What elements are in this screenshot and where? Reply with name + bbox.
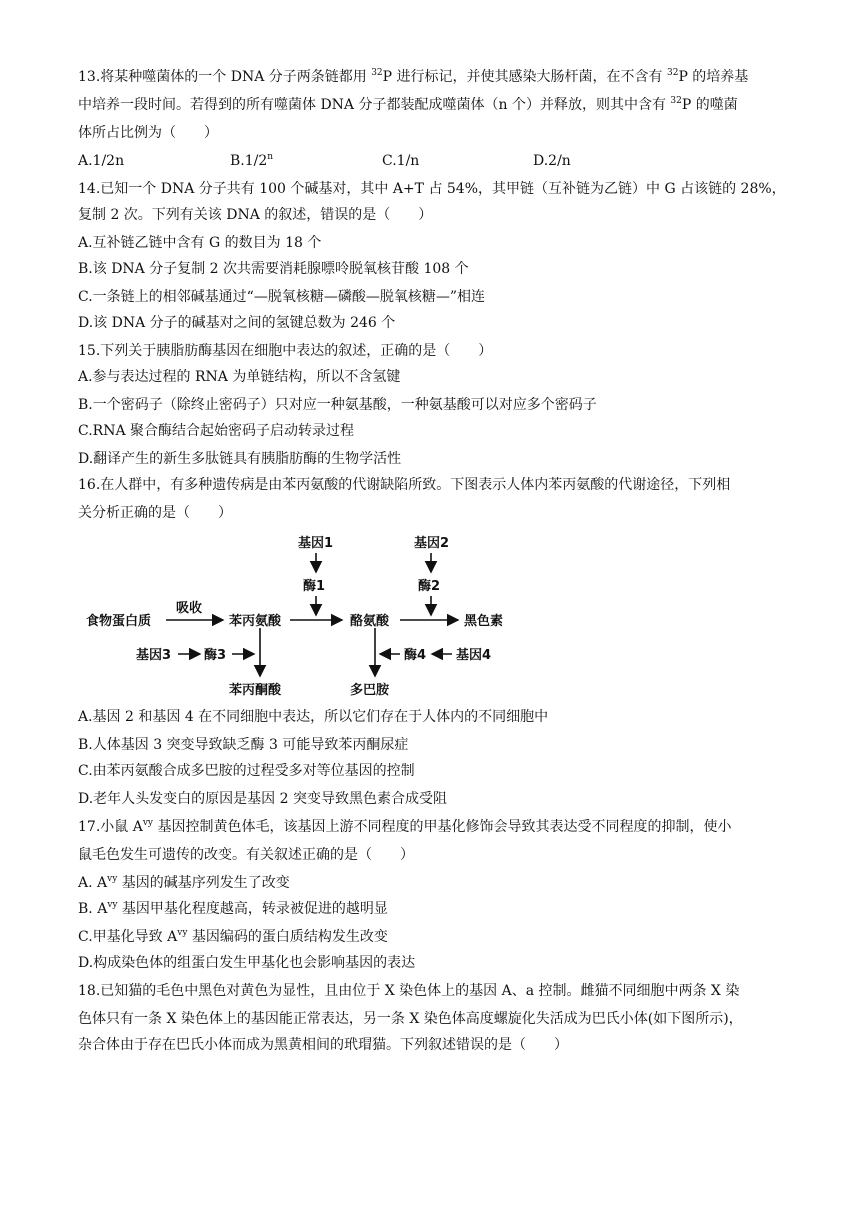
- absorb-label: 吸收: [176, 601, 203, 616]
- q14-option-d: D.该 DNA 分子的碱基对之间的氢键总数为 246 个: [78, 315, 396, 331]
- allele-sup: vy: [177, 928, 188, 938]
- isotope-sup: 32: [670, 96, 682, 106]
- q17-option-b-text: B. A: [78, 901, 108, 917]
- q17-text: 17.小鼠 A: [78, 819, 143, 835]
- q14-option-a: A.互补链乙链中含有 G 的数目为 18 个: [78, 235, 322, 251]
- phenylalanine-label: 苯丙氨酸: [229, 614, 282, 629]
- q14-option-b: B.该 DNA 分子复制 2 次共需要消耗腺嘌呤脱氧核苷酸 108 个: [78, 261, 469, 277]
- q13-text: 13.将某种噬菌体的一个 DNA 分子两条链都用: [78, 69, 372, 85]
- gene4-label: 基因4: [456, 648, 492, 663]
- q17-option-b-text: 基因甲基化程度越高，转录被促进的越明显: [117, 901, 388, 917]
- q13-line1: [78, 68, 748, 86]
- enzyme2-label: 酶2: [418, 579, 441, 594]
- q14-line1: 14.已知一个 DNA 分子共有 100 个碱基对，其中 A+T 占 54%，其甲链（互补链为乙链）中 G 占该链的 28%，: [78, 181, 786, 197]
- q13-option-b: [230, 152, 273, 170]
- q13-text: P 的噬菌: [681, 97, 738, 113]
- q18-line3: 杂合体由于存在巴氏小体而成为黑黄相间的玳瑁猫。下列叙述错误的是（ ）: [78, 1037, 568, 1053]
- q18-line1: 18.已知猫的毛色中黑色对黄色为显性，且由位于 X 染色体上的基因 A、a 控制。雌猫不同细胞中两条 X 染: [78, 983, 740, 999]
- q17-line2: 鼠毛色发生可遗传的改变。有关叙述正确的是（ ）: [78, 847, 414, 863]
- isotope-sup: 32: [371, 68, 383, 78]
- q16-option-d: D.老年人头发变白的原因是基因 2 突变导致黑色素合成受阻: [78, 791, 447, 807]
- q14-line2: 复制 2 次。下列有关该 DNA 的叙述，错误的是（ ）: [78, 207, 433, 223]
- q15-option-c: C.RNA 聚合酶结合起始密码子启动转录过程: [78, 423, 355, 439]
- q17-line1: [78, 818, 731, 836]
- q15-option-a: A.参与表达过程的 RNA 为单链结构，所以不含氢键: [78, 369, 401, 385]
- gene1-label: 基因1: [298, 536, 334, 551]
- gene3-label: 基因3: [136, 648, 172, 663]
- isotope-sup: 32: [666, 68, 679, 78]
- q13-option-d: D.2/n: [533, 153, 571, 169]
- q16-option-b: B.人体基因 3 突变导致缺乏酶 3 可能导致苯丙酮尿症: [78, 737, 409, 753]
- q13-option-a: A.1/2n: [78, 153, 125, 169]
- q17-text: 基因控制黄色体毛，该基因上游不同程度的甲基化修饰会导致其表达受不同程度的抑制，使小: [153, 819, 732, 835]
- q16-option-c: C.由苯丙氨酸合成多巴胺的过程受多对等位基因的控制: [78, 763, 415, 779]
- q17-option-d: D.构成染色体的组蛋白发生甲基化也会影响基因的表达: [78, 955, 416, 971]
- allele-sup: vy: [107, 874, 118, 884]
- phenylalanine-pathway-diagram: [78, 528, 598, 700]
- q13-text: P 的培养基: [678, 69, 749, 85]
- allele-sup: vy: [107, 900, 118, 910]
- q16-option-a: A.基因 2 和基因 4 在不同细胞中表达，所以它们存在于人体内的不同细胞中: [78, 709, 549, 725]
- enzyme4-label: 酶4: [404, 648, 427, 663]
- q13-text: 中培养一段时间。若得到的所有噬菌体 DNA 分子都装配成噬菌体（n 个）并释放，则其中含有: [78, 97, 671, 113]
- dopamine-label: 多巴胺: [350, 683, 390, 698]
- q15-option-d: D.翻译产生的新生多肽链具有胰脂肪酶的生物学活性: [78, 451, 402, 467]
- enzyme1-label: 酶1: [303, 579, 326, 594]
- q13-option-b-text: B.1/2: [230, 153, 268, 169]
- enzyme3-label: 酶3: [204, 648, 227, 663]
- q17-option-a-text: 基因的碱基序列发生了改变: [117, 875, 290, 891]
- q15-line1: 15.下列关于胰脂肪酶基因在细胞中表达的叙述，正确的是（ ）: [78, 343, 493, 359]
- melanin-label: 黑色素: [464, 614, 504, 629]
- exponent-sup: n: [267, 152, 274, 162]
- gene2-label: 基因2: [414, 536, 450, 551]
- q17-option-a: [78, 874, 290, 892]
- tyrosine-label: 酪氨酸: [350, 614, 390, 629]
- food-protein-label: 食物蛋白质: [86, 614, 152, 629]
- q16-line1: 16.在人群中，有多种遗传病是由苯丙氨酸的代谢缺陷所致。下图表示人体内苯丙氨酸的代谢途径，下列相: [78, 477, 731, 493]
- q17-option-b: [78, 900, 388, 918]
- q17-option-c: [78, 928, 388, 946]
- allele-sup: vy: [142, 818, 153, 828]
- q14-option-c: C.一条链上的相邻碱基通过“—脱氧核糖—磷酸—脱氧核糖—”相连: [78, 289, 485, 305]
- q17-option-a-text: A. A: [78, 875, 108, 891]
- phenylpyruvate-label: 苯丙酮酸: [229, 683, 282, 698]
- q16-line2: 关分析正确的是（ ）: [78, 505, 232, 521]
- q13-line2: [78, 96, 738, 114]
- q17-option-c-text: 基因编码的蛋白质结构发生改变: [187, 929, 388, 945]
- q17-option-c-text: C.甲基化导致 A: [78, 929, 178, 945]
- q13-text: P 进行标记，并使其感染大肠杆菌，在不含有: [382, 69, 667, 85]
- q13-option-c: C.1/n: [382, 153, 420, 169]
- q13-line3: 体所占比例为（ ）: [78, 125, 218, 141]
- q18-line2: 色体只有一条 X 染色体上的基因能正常表达，另一条 X 染色体高度螺旋化失活成为巴氏小体(如下图所示)，: [78, 1011, 743, 1027]
- q15-option-b: B.一个密码子（除终止密码子）只对应一种氨基酸，一种氨基酸可以对应多个密码子: [78, 397, 597, 413]
